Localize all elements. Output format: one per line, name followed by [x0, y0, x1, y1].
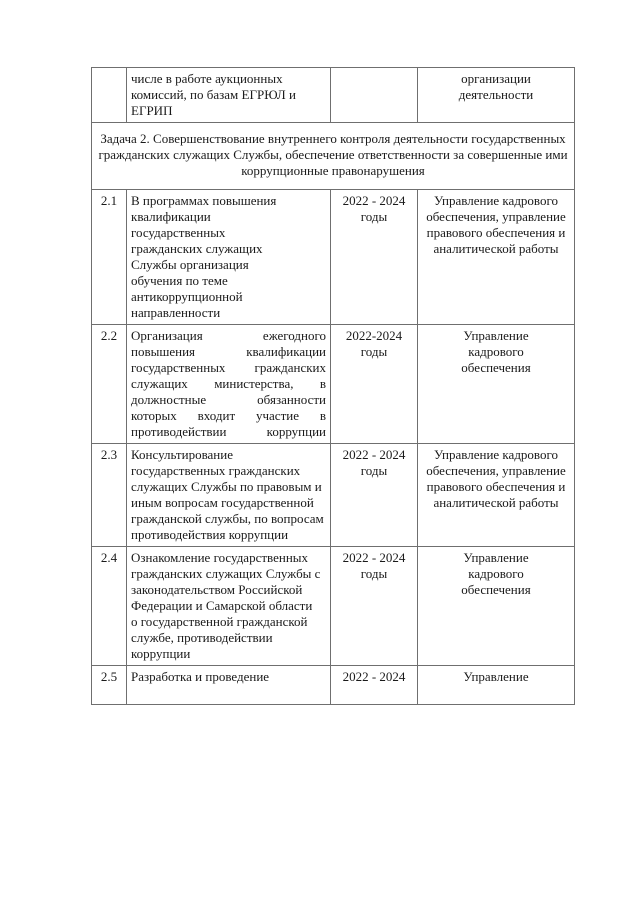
row-activity-text: В программах повышения квалификации государственных гражданских служащих Службы организация обучения по теме антикоррупционной направленности [131, 193, 277, 320]
row-term-text: 2022 - 2024 годы [342, 447, 406, 478]
row-responsible: Управление кадрового обеспечения, управление правового обеспечения и аналитической работы [418, 444, 575, 547]
table-row-continuation [92, 68, 575, 123]
row-term-text: 2022 - 2024 годы [342, 193, 406, 224]
row-activity: Консультирование государственных гражданских служащих Службы по правовым и иным вопросам государственной гражданской службы, по вопросам противодействия коррупции [127, 444, 331, 547]
continuation-responsible: организации деятельности [458, 71, 534, 102]
row-responsible [418, 325, 575, 444]
task-heading: Задача 2. Совершенствование внутреннего контроля деятельности государственных гражданских служащих Службы, обеспечение ответственности за совершенные ими коррупционные правонарушения [92, 123, 575, 190]
row-responsible-text: Управление кадрового обеспечения [461, 328, 531, 375]
row-activity: Организация ежегодного повышения квалификации государственных гражданских служащих министерства, в должностные обязанности которых входит участие в противодействии коррупции [127, 325, 331, 444]
row-number: 2.5 [92, 666, 127, 705]
row-term-text: 2022 - 2024 годы [342, 550, 406, 581]
table-row-task [92, 123, 575, 190]
row-activity: Разработка и проведение [127, 666, 331, 705]
row-number: 2.2 [92, 325, 127, 444]
row-activity-text: Ознакомление государственных гражданских служащих Службы с законодательством Российской Федерации и Самарской области о государственной гражданской службе, противодействии коррупции [131, 550, 321, 661]
row-term [331, 444, 418, 547]
row-responsible: Управление кадрового обеспечения, управление правового обеспечения и аналитической работы [418, 190, 575, 325]
table-row [92, 444, 575, 547]
row-responsible [418, 547, 575, 666]
row-responsible: Управление [418, 666, 575, 705]
row-term [331, 325, 418, 444]
action-plan-table [91, 67, 575, 705]
row-number: 2.3 [92, 444, 127, 547]
row-term [331, 190, 418, 325]
row-term [331, 547, 418, 666]
row-activity [127, 547, 331, 666]
cell-activity [127, 68, 331, 123]
row-term-text: 2022-2024 годы [345, 328, 403, 359]
cell-num [92, 68, 127, 123]
row-responsible-text: Управление кадрового обеспечения [461, 550, 531, 597]
cell-term [331, 68, 418, 123]
cell-responsible [418, 68, 575, 123]
table-row [92, 666, 575, 705]
row-activity [127, 190, 331, 325]
table-row [92, 547, 575, 666]
table-row [92, 325, 575, 444]
row-number: 2.4 [92, 547, 127, 666]
row-number: 2.1 [92, 190, 127, 325]
table-row [92, 190, 575, 325]
row-term: 2022 - 2024 [331, 666, 418, 705]
continuation-activity: числе в работе аукционных комиссий, по базам ЕГРЮЛ и ЕГРИП [131, 71, 296, 118]
